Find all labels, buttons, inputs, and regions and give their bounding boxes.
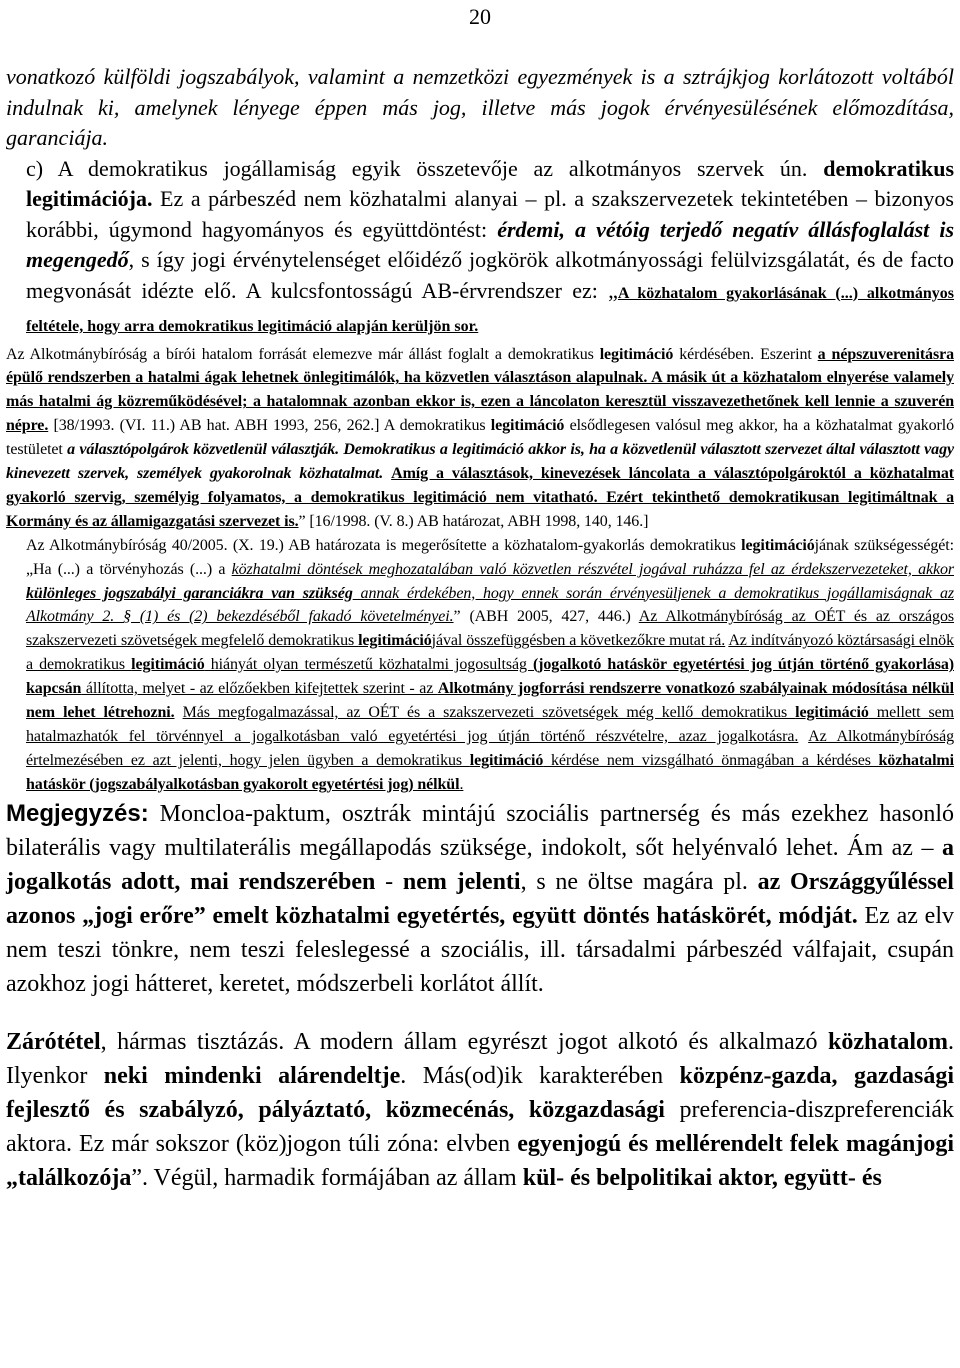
text-run <box>383 465 391 482</box>
text-run <box>798 728 808 745</box>
page-number: 20 <box>469 4 491 29</box>
text-run: kérdésében. Eszerint <box>673 345 818 363</box>
text-run: , s így jogi érvénytelenséget előidéző jogkörök alkotmányossági felülvizsgálatát, és de facto megvonását idézte elő. A kulcsfontosságú AB-érvrendszer ez: „ <box>26 247 954 303</box>
text-run: közpénz-gazda, gazdasági fejlesztő és szabályzó, pályáztató, közmecénás, közgazdasági <box>6 1062 955 1123</box>
text-run: nem jelenti <box>402 868 521 895</box>
text-run: különleges jogszabályi garanciákra van szükség <box>26 584 353 602</box>
text-run: mellett sem hatalmazhatók fel törvénnyel a jogalkotásban való egyetértési jog útján történő részvételre, azaz jogalkotásra. <box>26 704 954 745</box>
text-run: jának szükségességét: „Ha (...) a törvényhozás (...) a <box>26 536 954 578</box>
text-run: Az Alkotmánybíróság 40/2005. (X. 19.) AB határozata is megerősítette a közhatalom-gyakorlás demokratikus <box>26 536 742 554</box>
text-run: legitimáció <box>469 751 544 769</box>
text-run: legitimáció <box>599 345 674 363</box>
text-run: Ez a párbeszéd nem közhatalmi alanyai – pl. a szakszervezetek tekintetében – bizonyos korábbi, úgymond hagyományos és együttdöntést: <box>26 186 954 242</box>
text-run: . <box>459 775 464 793</box>
text-run: preferencia-diszpreferenciák aktora. Ez már sokszor (köz)jogon túli zóna: elvben <box>6 1096 955 1157</box>
text-run: annak érdekében, hogy ennek során érvényesüljenek a demokratikus jogállamiságnak az Alkotmány 2. § (1) és (2) bekezdéséből fakadó követelményei. <box>26 584 954 626</box>
paragraph <box>6 343 954 534</box>
text-run: állította, melyet - az előzőekben kifejtettek szerint - az <box>81 680 438 698</box>
text-run <box>175 704 183 721</box>
text-run: Az Alkotmánybíróság az OÉT és az országos szakszervezeti szövetségek megfelelő demokratikus <box>26 608 954 650</box>
text-run: Ez az elv nem teszi tönkre, nem teszi feleslegessé a szociális, ill. társadalmi párbeszéd válfajait, csupán azokhoz jogi hátteret, keretet, módszerbeli korlátot állít. <box>6 902 954 997</box>
text-run: legitimáció <box>490 417 565 435</box>
text-run: . Más(od)ik karakterében <box>400 1062 680 1089</box>
text-run: ”. Végül, harmadik formájában az állam <box>131 1164 523 1191</box>
text-run: az Országgyűléssel azonos „jogi erőre” emelt közhatalmi egyetértés, együtt döntés hatáskörét, módját. <box>6 868 954 929</box>
text-run: Megjegyzés: <box>6 799 149 827</box>
text-run: elsődlegesen valósul meg akkor, ha a közhatalmat gyakorló testületet <box>6 417 954 459</box>
paragraph <box>6 154 954 343</box>
text-run: ” (ABH 2005, 427, 446.) <box>453 608 639 626</box>
text-run: Alkotmány jogforrási rendszerre vonatkozó szabályainak módosítása nélkül nem lehet létrehozni. <box>26 680 954 722</box>
paragraph <box>6 534 954 797</box>
text-run: legitimáció <box>358 632 432 650</box>
text-run: Az indítványozó köztársasági elnök a demokratikus <box>26 632 954 674</box>
text-run: Amíg a választások, kinevezések láncolata a választópolgároktól a közhatalmat gyakorló szervig, személyig folyamatos, a demokratikus legitimáció nem vitatható. Ezért tekinthető demokratikusan legitimáltnak a Kormány és az államigazgatási szervezet is. <box>6 465 954 530</box>
text-run: vonatkozó külföldi jogszabályok, valamint a nemzetközi egyezmények is a sztrájkjog korlátozott voltából indulnak ki, amelynek lényege éppen más jog, illetve más jogok érvényesülésének előmozdítása, garanciája. <box>6 64 954 150</box>
text-run: . Ilyenkor <box>6 1028 954 1089</box>
text-run: c) A demokratikus jogállamiság egyik összetevője az alkotmányos szervek ún. <box>26 155 824 181</box>
text-run: legitimáció <box>741 536 815 554</box>
text-run: neki mindenki alárendeltje <box>103 1062 401 1089</box>
text-run: Az Alkotmánybíróság értelmezésében ez azt jelenti, hogy jelen ügyben a demokratikus <box>26 728 954 769</box>
text-run: jával összefüggésben a következőkre mutat rá. <box>431 632 726 650</box>
text-run: közhatalom <box>828 1028 948 1055</box>
paragraph <box>6 1025 954 1195</box>
text-run: demokratikus legitimációja. <box>26 155 954 211</box>
text-run: Zárótétel <box>6 1028 101 1055</box>
text-run: hiányát olyan természetű közhatalmi jogosultság <box>204 656 533 674</box>
text-run: - <box>375 868 403 895</box>
text-run: kül- és belpolitikai aktor, együtt- és <box>522 1164 882 1191</box>
text-run: a jogalkotás adott, mai rendszerében <box>6 834 954 895</box>
text-run: érdemi, a vétóig terjedő negatív állásfoglalást is megengedő <box>26 216 955 272</box>
text-run: legitimáció <box>131 656 205 674</box>
text-run: , hármas tisztázás. A modern állam egyrészt jogot alkotó és alkalmazó <box>100 1028 828 1055</box>
text-run: közhatalmi hatáskör (jogszabályalkotásban gyakorolt egyetértési jog) nélkül <box>26 751 954 793</box>
text-run: Más megfogalmazással, az OÉT és a szakszervezeti szövetségek még kellő demokratikus <box>182 704 796 722</box>
paragraph <box>6 797 954 1001</box>
body-text <box>6 62 954 1195</box>
text-run: a népszuverenitásra épülő rendszerben a hatalmi ágak lehetnek önlegitimálók, ha közvetlen választáson alapulnak. A másik út a közhatalom elnyerése valamely más hatalmi ág közreműködésével; a hatalomnak azonban ekkor is, ezen a láncolaton keresztül visszavezethetőnek kell lennie a szuverén népre. <box>6 345 954 435</box>
text-run: A közhatalom gyakorlásának (...) alkotmányos feltétele, hogy arra demokratikus legitimáció alapján kerüljön sor. <box>26 284 955 335</box>
text-run: kérdése nem vizsgálható önmagában a kérdéses <box>543 751 879 769</box>
text-run: legitimáció <box>795 704 869 722</box>
text-run: (jogalkotó hatáskör egyetértési jog útján történő gyakorlása) kapcsán <box>26 656 954 698</box>
text-run: , s ne öltse magára pl. <box>520 868 758 895</box>
text-run: Moncloa-paktum, osztrák mintájú szociális partnerség és más ezekhez hasonló bilaterális vagy multilaterális megállapodás szüksége, indokolt, sőt helyénvaló lehet. Ám az – <box>6 800 954 861</box>
text-run: [38/1993. (VI. 11.) AB hat. ABH 1993, 256, 262.] A demokratikus <box>48 417 491 435</box>
text-run: a választópolgárok közvetlenül választják. Demokratikus a legitimáció akkor is, ha a közvetlenül választott szervezet által választott vagy kinevezett szervek, személyek gyakorolnak közhatalmat. <box>6 441 954 483</box>
paragraph <box>6 62 954 154</box>
text-run: egyenjogú és mellérendelt felek magánjogi „találkozója <box>6 1130 955 1191</box>
text-run: közhatalmi döntések meghozatalában való közvetlen részvétel jogával ruházza fel az érdekszervezeteket, akkor <box>231 560 954 578</box>
text-run: ” [16/1998. (V. 8.) AB határozat, ABH 1998, 140, 146.] <box>298 512 649 530</box>
text-run: Az Alkotmánybíróság a bírói hatalom forrását elemezve már állást foglalt a demokratikus <box>6 345 600 363</box>
